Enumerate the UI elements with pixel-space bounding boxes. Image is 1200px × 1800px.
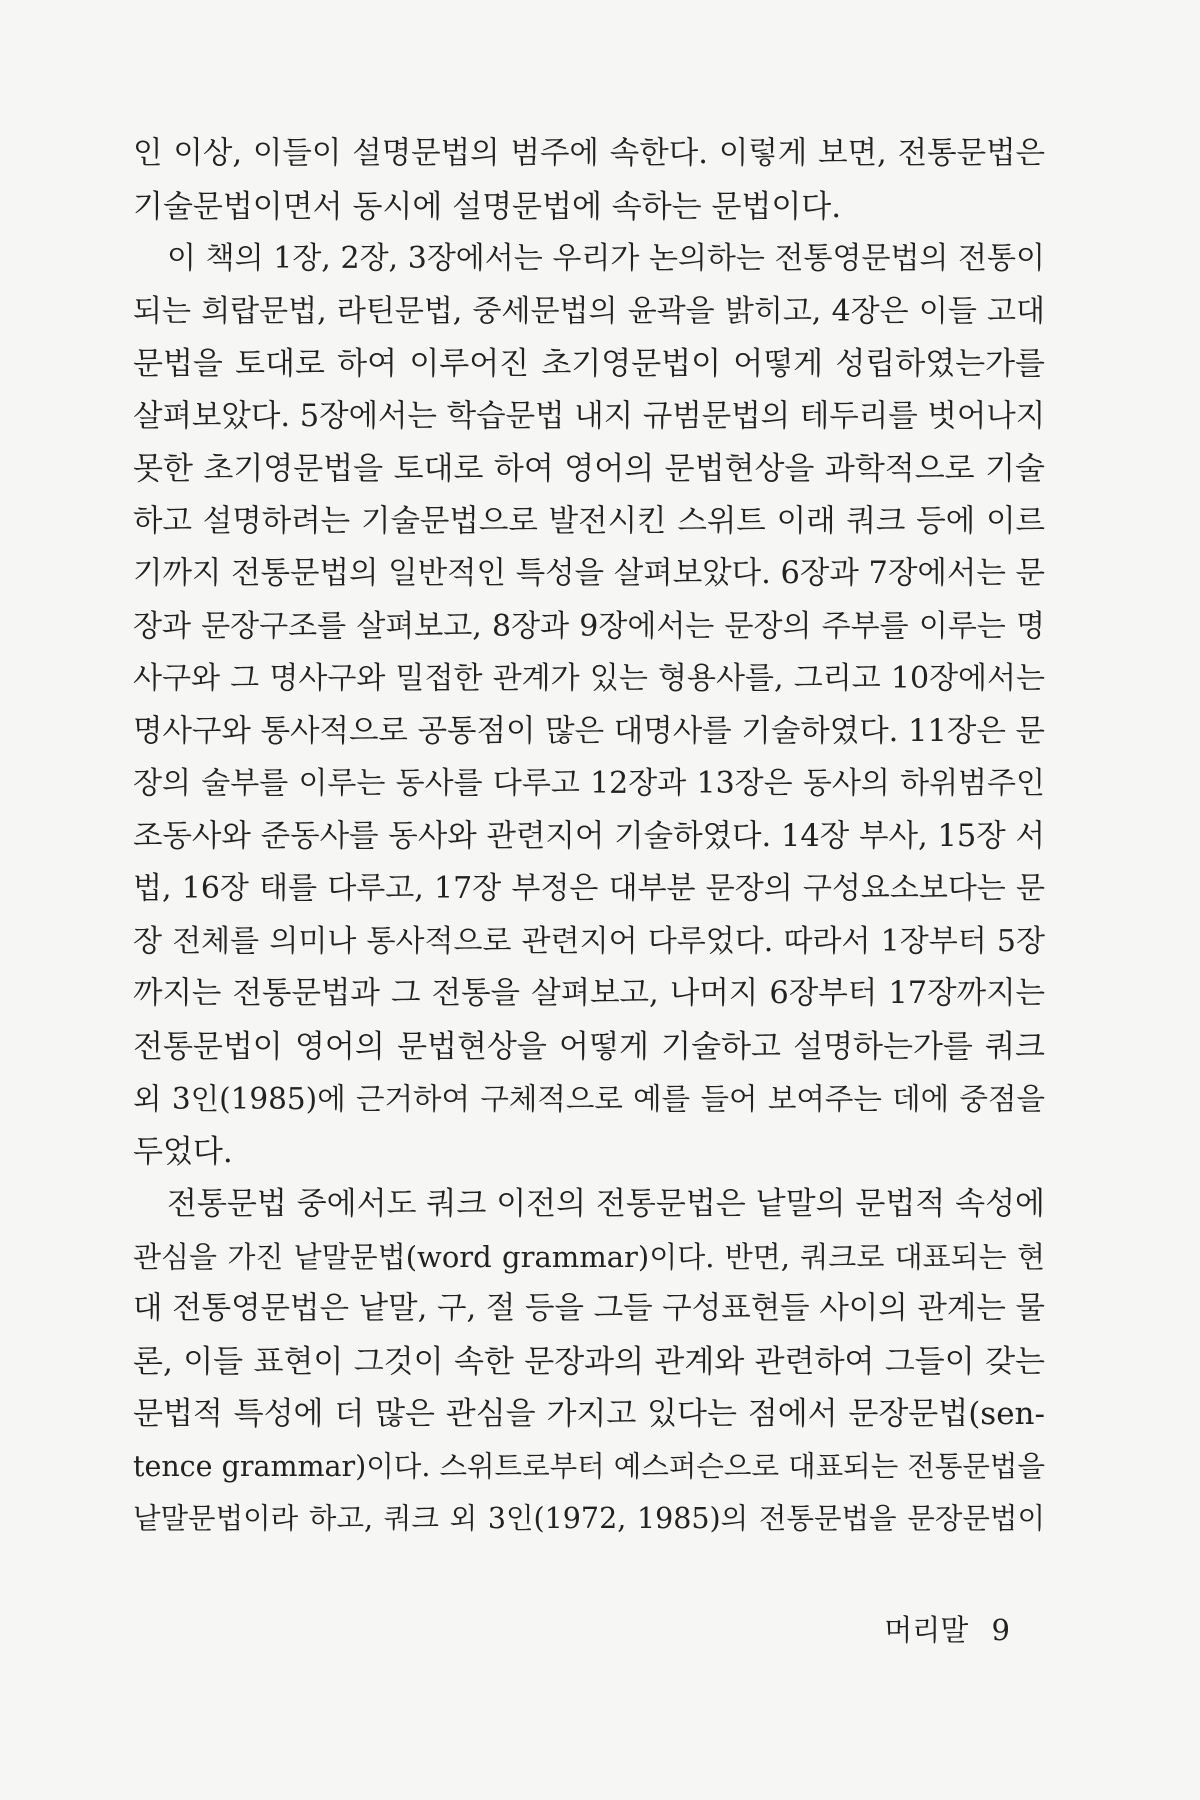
text-line: 되는 희랍문법, 라틴문법, 중세문법의 윤곽을 밝히고, 4장은 이들 고대 xyxy=(133,293,1045,329)
text-line: 하고 설명하려는 기술문법으로 발전시킨 스위트 이래 쿼크 등에 이르 xyxy=(133,503,1045,539)
text-line: 문법을 토대로 하여 이루어진 초기영문법이 어떻게 성립하였는가를 xyxy=(133,346,1045,382)
text-line: 이 책의 1장, 2장, 3장에서는 우리가 논의하는 전통영문법의 전통이 xyxy=(167,241,1045,276)
page-footer xyxy=(884,1608,1010,1649)
text-line: 명사구와 통사적으로 공통점이 많은 대명사를 기술하였다. 11장은 문 xyxy=(133,713,1045,749)
text-line: 문법적 특성에 더 많은 관심을 가지고 있다는 점에서 문장문법(sen- xyxy=(133,1396,1045,1432)
text-line: tence grammar)이다. 스위트로부터 예스퍼슨으로 대표되는 전통문법을 xyxy=(133,1449,1045,1483)
text-line: 전통문법 중에서도 쿼크 이전의 전통문법은 낱말의 문법적 속성에 xyxy=(167,1186,1045,1222)
body-text xyxy=(133,128,1045,1546)
text-line: 외 3인(1985)에 근거하여 구체적으로 예를 들어 보여주는 데에 중점을 xyxy=(133,1082,1045,1116)
text-line: 론, 이들 표현이 그것이 속한 문장과의 관계와 관련하여 그들이 갖는 xyxy=(133,1343,1045,1380)
text-line: 기술문법이면서 동시에 설명문법에 속하는 문법이다. xyxy=(133,188,842,225)
text-line: 기까지 전통문법의 일반적인 특성을 살펴보았다. 6장과 7장에서는 문 xyxy=(133,556,1045,591)
text-line: 못한 초기영문법을 토대로 하여 영어의 문법현상을 과학적으로 기술 xyxy=(133,451,1045,487)
text-line: 사구와 그 명사구와 밀접한 관계가 있는 형용사를, 그리고 10장에서는 xyxy=(133,661,1045,696)
text-line: 두었다. xyxy=(133,1133,233,1170)
text-line: 장의 술부를 이루는 동사를 다루고 12장과 13장은 동사의 하위범주인 xyxy=(133,766,1045,801)
running-title: 머리말 xyxy=(884,1613,969,1647)
text-line: 인 이상, 이들이 설명문법의 범주에 속한다. 이렇게 보면, 전통문법은 xyxy=(133,136,1045,171)
text-line: 까지는 전통문법과 그 전통을 살펴보고, 나머지 6장부터 17장까지는 xyxy=(133,976,1045,1011)
text-line: 낱말문법이라 하고, 쿼크 외 3인(1972, 1985)의 전통문법을 문장문법이 xyxy=(133,1502,1045,1535)
text-line: 장 전체를 의미나 통사적으로 관련지어 다루었다. 따라서 1장부터 5장 xyxy=(133,923,1045,959)
text-line: 장과 문장구조를 살펴보고, 8장과 9장에서는 문장의 주부를 이루는 명 xyxy=(133,608,1045,644)
text-line: 관심을 가진 낱말문법(word grammar)이다. 반면, 쿼크로 대표되는 현 xyxy=(133,1239,1045,1274)
text-line: 조동사와 준동사를 동사와 관련지어 기술하였다. 14장 부사, 15장 서 xyxy=(133,818,1045,854)
text-line: 대 전통영문법은 낱말, 구, 절 등을 그들 구성표현들 사이의 관계는 물 xyxy=(133,1291,1045,1326)
text-line: 살펴보았다. 5장에서는 학습문법 내지 규범문법의 테두리를 벗어나지 xyxy=(133,398,1046,434)
text-line: 전통문법이 영어의 문법현상을 어떻게 기술하고 설명하는가를 쿼크 xyxy=(133,1028,1045,1065)
page-number: 9 xyxy=(991,1613,1010,1647)
text-line: 법, 16장 태를 다루고, 17장 부정은 대부분 문장의 구성요소보다는 문 xyxy=(133,871,1045,906)
